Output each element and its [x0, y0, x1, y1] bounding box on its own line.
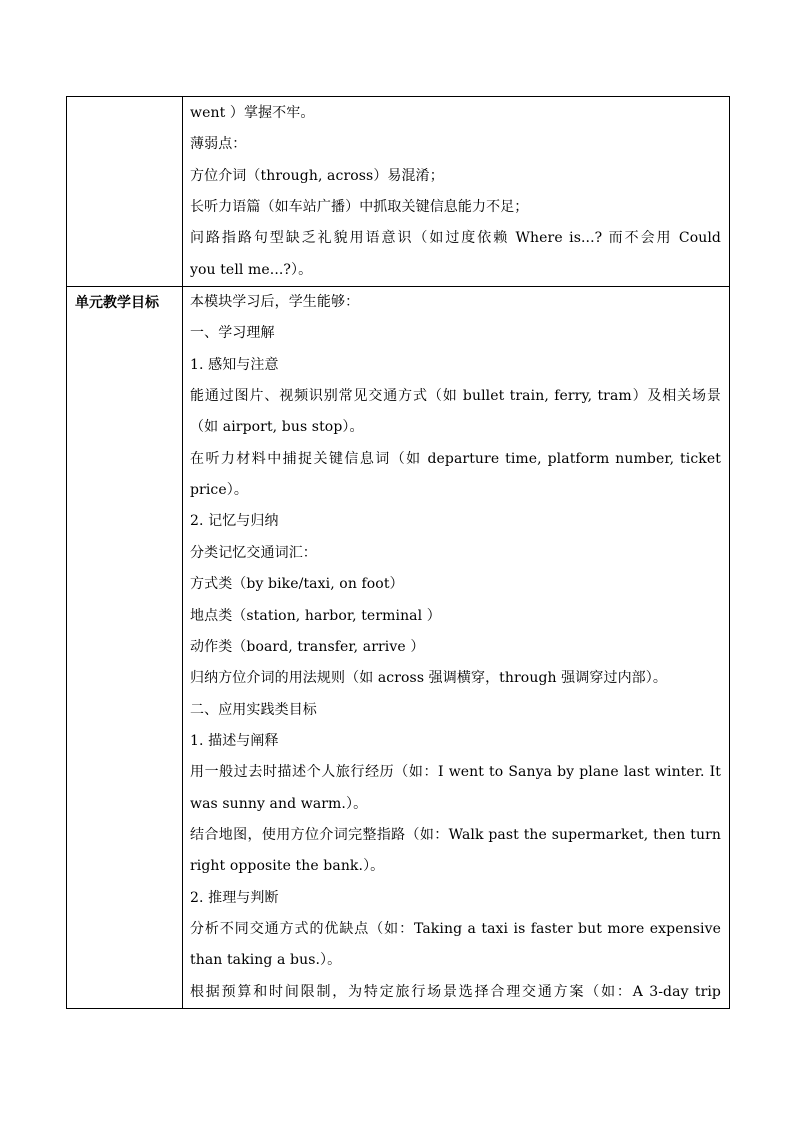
- row-label-empty: [67, 97, 183, 287]
- sub-heading: 1. 描述与阐释: [190, 732, 279, 749]
- unit-goals-content: [183, 287, 730, 1009]
- lesson-plan-table: [66, 96, 730, 1009]
- text-line: you tell me...?）。: [190, 261, 313, 278]
- text-line: 问路指路句型缺乏礼貌用语意识（如过度依赖 Where is...? 而不会用 Could: [190, 230, 721, 247]
- text-line: 本模块学习后，学生能够：: [190, 294, 360, 311]
- text-line: 方位介词（through, across）易混淆；: [190, 167, 444, 184]
- sub-heading: 1. 感知与注意: [190, 356, 279, 373]
- text-line: 动作类（board, transfer, arrive ）: [190, 638, 425, 655]
- text-line: 用一般过去时描述个人旅行经历（如：I went to Sanya by plane last winter. It: [190, 764, 721, 781]
- text-line: went ）掌握不牢。: [190, 105, 315, 121]
- text-line: （如 airport, bus stop）。: [190, 419, 364, 436]
- text-line: 分类记忆交通词汇：: [190, 544, 317, 561]
- text-line: price）。: [190, 482, 248, 499]
- table-row-analysis: [67, 97, 730, 287]
- table-row-unit-goals: [67, 287, 730, 1009]
- text-line: 方式类（by bike/taxi, on foot）: [190, 576, 404, 593]
- text-line: 结合地图，使用方位介词完整指路（如：Walk past the supermarket, then turn: [190, 826, 721, 843]
- text-line: 能通过图片、视频识别常见交通方式（如 bullet train, ferry, tram）及相关场景: [190, 388, 721, 405]
- row-label-unit-goals: 单元教学目标: [67, 287, 183, 1009]
- text-line: 长听力语篇（如车站广播）中抓取关键信息能力不足；: [190, 199, 529, 216]
- text-line: 地点类（station, harbor, terminal ）: [190, 607, 441, 624]
- text-line: 薄弱点：: [190, 136, 247, 153]
- section-heading: 一、学习理解: [190, 325, 275, 342]
- text-line: was sunny and warm.）。: [190, 795, 368, 812]
- text-line: 分析不同交通方式的优缺点（如：Taking a taxi is faster but more expensive: [190, 920, 721, 937]
- text-line: than taking a bus.）。: [190, 952, 342, 969]
- section-heading: 二、应用实践类目标: [190, 701, 317, 718]
- text-line: 在听力材料中捕捉关键信息词（如 departure time, platform number, ticket: [190, 450, 721, 467]
- text-line: right opposite the bank.）。: [190, 858, 385, 875]
- text-line: 归纳方位介词的用法规则（如 across 强调横穿，through 强调穿过内部）。: [190, 670, 667, 687]
- sub-heading: 2. 推理与判断: [190, 889, 279, 906]
- analysis-content: [183, 97, 730, 287]
- text-line: 根据预算和时间限制，为特定旅行场景选择合理交通方案（如：A 3-day trip: [190, 983, 721, 1000]
- sub-heading: 2. 记忆与归纳: [190, 513, 279, 530]
